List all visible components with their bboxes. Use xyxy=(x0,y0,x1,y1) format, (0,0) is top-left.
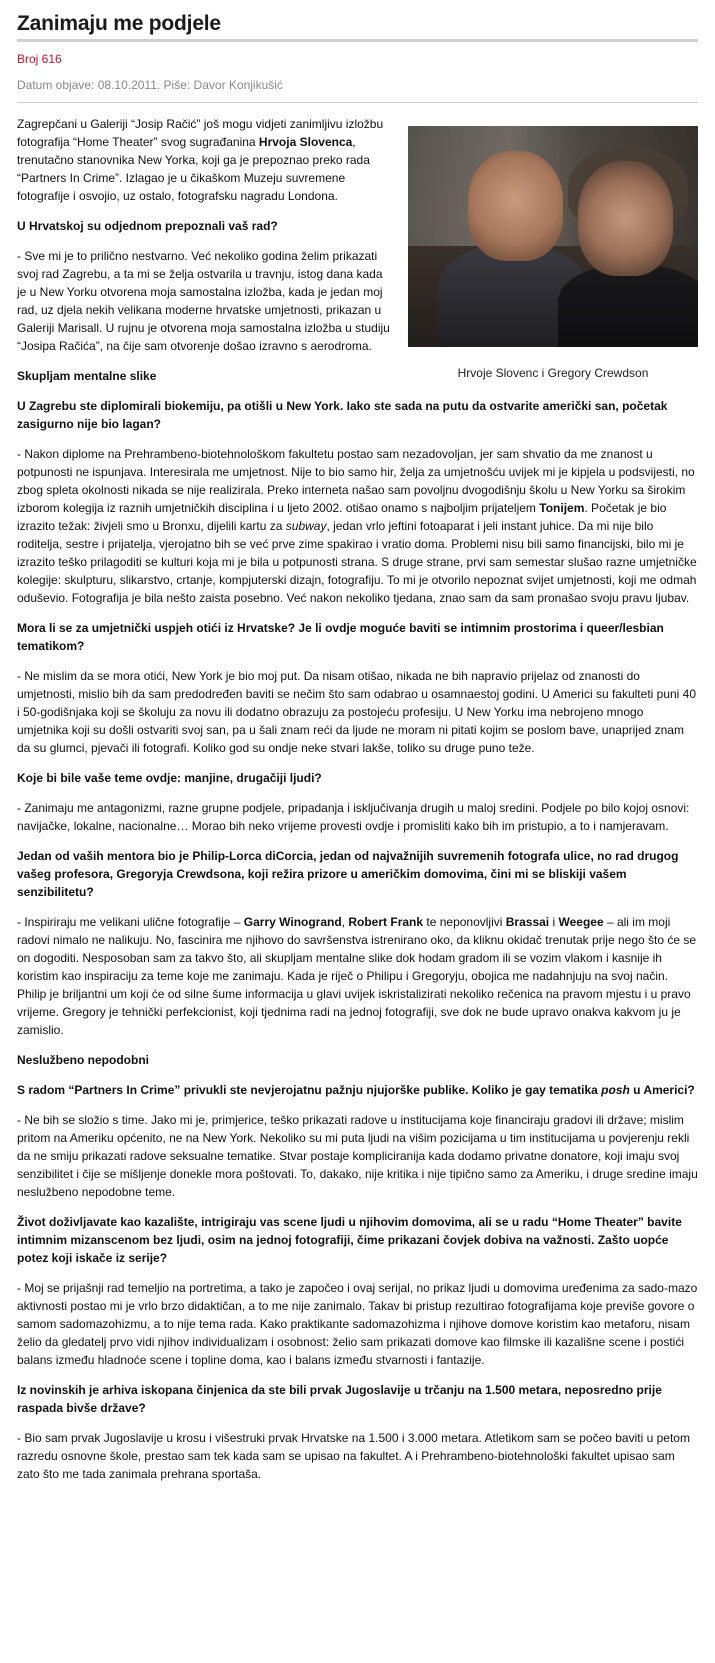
publication-meta: Datum objave: 08.10.2011. Piše: Davor Konjikušić xyxy=(17,78,283,92)
question-paragraph: Jedan od vaših mentora bio je Philip-Lorca diCorcia, jedan od najvažnijih suvremenih fotografa ulice, no rad drugog vašeg profesora, Gregoryja Crewdsona, koji režira prizore u američkim domovima, čini mi se bliskiji vašem senzibilitetu? xyxy=(17,849,679,899)
question-paragraph: Mora li se za umjetnički uspjeh otići iz Hrvatske? Je li ovdje moguće baviti se intimnim prostorima i queer/lesbian tematikom? xyxy=(17,621,664,653)
article-figure xyxy=(408,126,698,382)
question-paragraph: Neslužbeno nepodobni xyxy=(17,1053,149,1067)
answer-paragraph: - Moj se prijašnji rad temeljio na portretima, a tako je započeo i ovaj serijal, no prikaz ljudi u domovima uređenima za sado-mazo aktivnosti postao mi je vrlo brzo didaktičan, a to me nije zanimalo. Takav bi pristup rezultirao fotografijama koje previše govore o samom sadomazohizmu, a to nije tema rada. Kako praktikante sadomazohizma i njihove domove koristim kao metaforu, nisam želio da gledatelj prvo vidi njihov individualizam i osobnost: želio sam prikazati domove kao filmske ili kazališne scene i postići balans između hladnoće scene i topline doma, kao i balans između stvarnosti i fantazije. xyxy=(17,1281,698,1367)
question-paragraph: U Zagrebu ste diplomirali biokemiju, pa otišli u New York. Iako ste sada na putu da ostvarite američki san, početak zasigurno nije bio lagan? xyxy=(17,399,668,431)
question-paragraph: U Hrvatskoj su odjednom prepoznali vaš rad? xyxy=(17,219,278,233)
answer-paragraph: - Nakon diplome na Prehrambeno-biotehnološkom fakultetu postao sam nezadovoljan, jer sam shvatio da me znanost u potpunosti ne ispunjava. Interesirala me umjetnost. Nije to bio samo hir, želja za umjetnošću uvijek mi je kipjela u podsvijesti, no zbog spleta okolnosti nikada se nije realizirala. Preko interneta našao sam povoljnu dvogodišnju školu u New Yorku sa širokim izborom kolegija iz raznih umjetničkih disciplina i u ljeto 2002. otišao onamo s najboljim prijateljem Tonijem. Početak je bio izrazito težak: živjeli smo u Bronxu, dijelili kartu za subway, jedan vrlo jeftini fotoaparat i jeli instant juhice. Da mi nije bilo roditelja, sestre i prijatelja, vjerojatno bih se već prve zime spakirao i vratio doma. Problemi nisu bili samo financijski, bilo mi je izrazito teško prilagoditi se kulturi koja mi je bila u potpunosti strana. S druge strane, prvi sam semestar slušao razne umjetničke kolegije: skulpturu, slikarstvo, crtanje, kompjuterski dizajn, fotografiju. To mi je otvorilo nepoznat svijet umjetnosti, koji me odmah oduševio. Fotografija je bila nešto zaista posebno. Već nakon nekoliko tjedana, znao sam da sam pronašao svoju pravu ljubav. xyxy=(17,447,697,605)
question-paragraph: Koje bi bile vaše teme ovdje: manjine, drugačiji ljudi? xyxy=(17,771,322,785)
title-divider xyxy=(17,39,698,42)
article-photo xyxy=(408,126,698,347)
answer-paragraph: - Ne bih se složio s time. Jako mi je, primjerice, teško prikazati radove u institucijama koje financiraju gradovi ili države; mislim pritom na Ameriku općenito, ne na New York. Nekoliko su mi puta ljudi na višim pozicijama u tim institucijama u povjerenju rekli da ne smiju prikazati radove seksualne tematike. Stvar postaje kompliciranija kada dodamo privatne donatore, koji imaju svoj senzibilitet i čije se mišljenje donekle mora poštovati. To, dakako, nije kritika i nije tipično samo za Ameriku, i druge sredine imaju neslužbeno nepodobne teme. xyxy=(17,1113,698,1199)
page-title: Zanimaju me podjele xyxy=(17,12,221,35)
meta-divider xyxy=(17,102,698,103)
answer-paragraph: - Sve mi je to prilično nestvarno. Već nekoliko godina želim prikazati svoj rad Zagrebu, a ta mi se želja ostvarila u travnju, istog dana kada je u New Yorku otvorena moja samostalna izložba, kada je jedan moj rad, uz djela nekih velikana moderne hrvatske umjetnosti, prikazan u Galeriji Marisall. U rujnu je otvorena moja samostalna izložba u studiju “Josipa Račića”, na čije sam otvorenje došao izravno s aerodroma. xyxy=(17,249,390,353)
issue-number[interactable]: Broj 616 xyxy=(17,52,62,66)
article-body xyxy=(17,115,698,1483)
answer-paragraph: Zagrepčani u Galeriji “Josip Račić” još mogu vidjeti zanimljivu izložbu fotografija “Home Theater” svog sugrađanina Hrvoja Slovenca, trenutačno stanovnika New Yorka, koji ga je prepoznao preko rada “Partners In Crime”. Izlagao je u čikaškom Muzeju suvremene fotografije i osvojio, uz ostalo, fotografsku nagradu Londona. xyxy=(17,117,384,203)
answer-paragraph: - Ne mislim da se mora otići, New York je bio moj put. Da nisam otišao, nikada ne bih napravio prijelaz od znanosti do umjetnosti, mislio bih da sam predodređen baviti se nečim što sam odabrao u osamnaestoj godini. U Americi su fakulteti puni 40 i 50-godišnjaka koji se školuju za novu ili dodatno obrazuju za postojeću profesiju. U New Yorku ima nebrojeno mnogo umjetnika koji su došli ostvariti svoj san, pa u šali znam reći da ljude ne moram ni pitati kojim se poslom bave, unaprijed znam da su glumci, pjevači ili fotografi. Koliko god su ondje neke stvari lakše, toliko su druge puno teže. xyxy=(17,669,697,755)
answer-paragraph: - Zanimaju me antagonizmi, razne grupne podjele, pripadanja i isključivanja drugih u maloj sredini. Podjele po bilo kojoj osnovi: navijačke, lokalne, nacionalne… Morao bih neko vrijeme provesti ovdje i promisliti kako bih im pristupio, a to i namjeravam. xyxy=(17,801,690,833)
question-paragraph: S radom “Partners In Crime” privukli ste nevjerojatnu pažnju njujorške publike. Koliko je gay tematika posh u Americi? xyxy=(17,1083,695,1097)
question-paragraph: Život doživljavate kao kazalište, intrigiraju vas scene ljudi u njihovim domovima, ali se u radu “Home Theater” bavite intimnim mizanscenom bez ljudi, osim na jednoj fotografiji, čime prikazani čovjek dobiva na važnosti. Zašto uopće potez koji iskače iz serije? xyxy=(17,1215,682,1265)
answer-paragraph: - Bio sam prvak Jugoslavije u krosu i višestruki prvak Hrvatske na 1.500 i 3.000 metara. Atletikom sam se počeo baviti u petom razredu osnovne škole, prestao sam tek kada sam se upisao na fakultet. A i Prehrambeno-biotehnološki fakultet upisao sam zato što me tada zanimala prehrana sportaša. xyxy=(17,1431,690,1481)
question-paragraph: Skupljam mentalne slike xyxy=(17,369,157,383)
photo-caption: Hrvoje Slovenc i Gregory Crewdson xyxy=(457,366,649,380)
answer-paragraph: - Inspiriraju me velikani ulične fotografije – Garry Winogrand, Robert Frank te neponovljivi Brassai i Weegee – ali im moji radovi nimalo ne nalikuju. No, fascinira me njihovo do savršenstva istrenirano oko, da kliknu okidač trenutak prije nego što će se on dogoditi. Nesposoban sam za takvo što, ali skupljam mentalne slike dok hodam gradom ili se vozim vlakom i kasnije ih koristim kao inspiraciju za teme koje me zanimaju. Kada je riječ o Philipu i Gregoryju, obojica me nadahnjuju na svoj način. Philip je briljantni um koji će od silne šume informacija u glavi uvijek iskristalizirati nekoliko rečenica na pravom mjestu i u pravo vrijeme. Gregory je tehnički perfekcionist, koji tjednima radi na jednoj fotografiji, sve dok ne bude upravo onakva kakvom ju je zamislio. xyxy=(17,915,697,1037)
question-paragraph: Iz novinskih je arhiva iskopana činjenica da ste bili prvak Jugoslavije u trčanju na 1.500 metara, neposredno prije raspada bivše države? xyxy=(17,1383,662,1415)
